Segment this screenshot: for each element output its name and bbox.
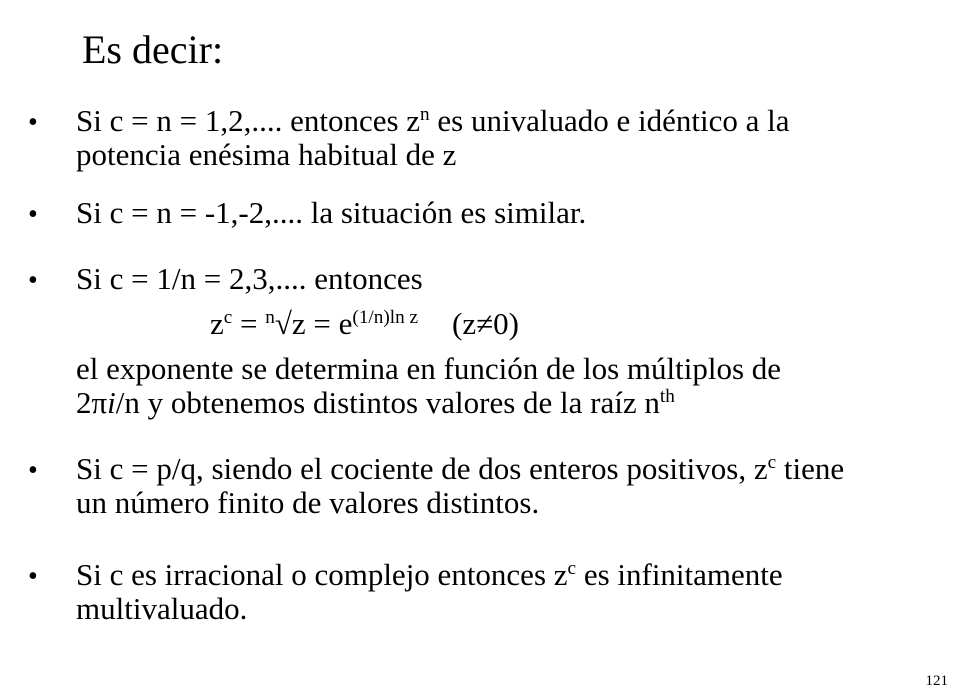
formula-exponent-c: c bbox=[223, 307, 233, 329]
item-4-text-post: tiene bbox=[776, 451, 845, 486]
root-formula bbox=[210, 306, 519, 347]
item-4-text-pre: Si c = p/q, siendo el cociente de dos enteros positivos, z bbox=[76, 451, 768, 486]
item-5-text-post: es infinitamente bbox=[576, 557, 783, 592]
item-3-superscript-th: th bbox=[659, 386, 675, 408]
formula-z-equals-e: z = e bbox=[291, 306, 353, 341]
item-2-line-1: Si c = n = -1,-2,.... la situación es similar. bbox=[76, 195, 587, 230]
item-4-superscript: c bbox=[767, 452, 777, 474]
item-1-line-2: potencia enésima habitual de z bbox=[76, 137, 457, 172]
item-5-line-2: multivaluado. bbox=[76, 591, 248, 626]
slide-title: Es decir: bbox=[82, 27, 224, 72]
item-3-line-4 bbox=[76, 386, 675, 424]
item-5-superscript: c bbox=[567, 558, 577, 580]
item-5-text-pre: Si c es irracional o complejo entonces z bbox=[76, 557, 568, 592]
item-3-text-mid: /n y obtenemos distintos valores de la raíz n bbox=[115, 385, 660, 420]
item-3-line-3: el exponente se determina en función de los múltiplos de bbox=[76, 351, 782, 386]
bullet-icon: • bbox=[28, 265, 38, 296]
item-3-two-pi: 2π bbox=[76, 385, 108, 420]
formula-condition: (z≠0) bbox=[452, 306, 519, 341]
formula-equals: = bbox=[232, 306, 266, 341]
item-3-imaginary-i: i bbox=[107, 385, 116, 420]
bullet-icon: • bbox=[28, 107, 38, 138]
item-1-text-pre: Si c = n = 1,2,.... entonces z bbox=[76, 103, 421, 138]
page-number: 121 bbox=[925, 673, 948, 689]
formula-root-index: n bbox=[265, 307, 275, 329]
item-3-line-1: Si c = 1/n = 2,3,.... entonces bbox=[76, 261, 423, 296]
bullet-icon: • bbox=[28, 455, 38, 486]
bullet-icon: • bbox=[28, 561, 38, 592]
bullet-icon: • bbox=[28, 199, 38, 230]
formula-z: z bbox=[210, 306, 224, 341]
item-4-line-2: un número finito de valores distintos. bbox=[76, 485, 540, 520]
item-1-text-post: es univaluado e idéntico a la bbox=[429, 103, 790, 138]
formula-exponent: (1/n)ln z bbox=[352, 307, 419, 329]
radical-sign: √ bbox=[274, 306, 292, 341]
item-1-superscript: n bbox=[420, 104, 430, 126]
